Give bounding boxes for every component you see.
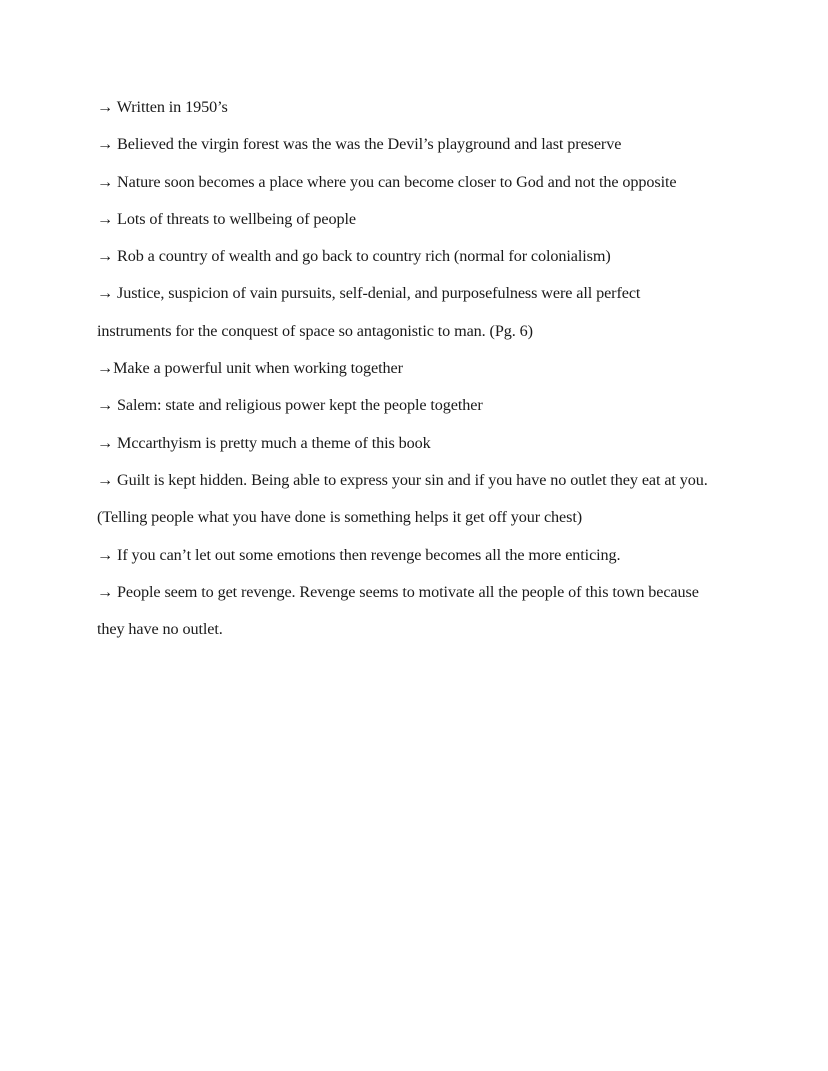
note-line-continuation: they have no outlet. <box>97 620 223 639</box>
note-line-continuation: (Telling people what you have done is something helps it get off your chest) <box>97 508 583 527</box>
note-line: → Justice, suspicion of vain pursuits, self-denial, and purposefulness were all perfect <box>97 284 641 303</box>
document-page <box>97 94 757 653</box>
note-line: → Rob a country of wealth and go back to country rich (normal for colonialism) <box>97 247 611 266</box>
note-line: → Lots of threats to wellbeing of people <box>97 209 356 228</box>
note-line-continuation: instruments for the conquest of space so antagonistic to man. (Pg. 6) <box>97 321 533 340</box>
note-line: → Mccarthyism is pretty much a theme of this book <box>97 433 431 452</box>
note-line: → Salem: state and religious power kept the people together <box>97 396 483 415</box>
note-line: → Nature soon becomes a place where you can become closer to God and not the opposite <box>97 172 677 191</box>
note-line: → Believed the virgin forest was the was the Devil’s playground and last preserve <box>97 135 622 154</box>
note-line: →Make a powerful unit when working together <box>97 359 403 378</box>
note-line: → Written in 1950’s <box>97 98 228 116</box>
note-line: → Guilt is kept hidden. Being able to express your sin and if you have no outlet they eat at you. <box>97 470 708 489</box>
note-line: → People seem to get revenge. Revenge seems to motivate all the people of this town because <box>97 582 699 601</box>
note-line: → If you can’t let out some emotions then revenge becomes all the more enticing. <box>97 545 621 564</box>
